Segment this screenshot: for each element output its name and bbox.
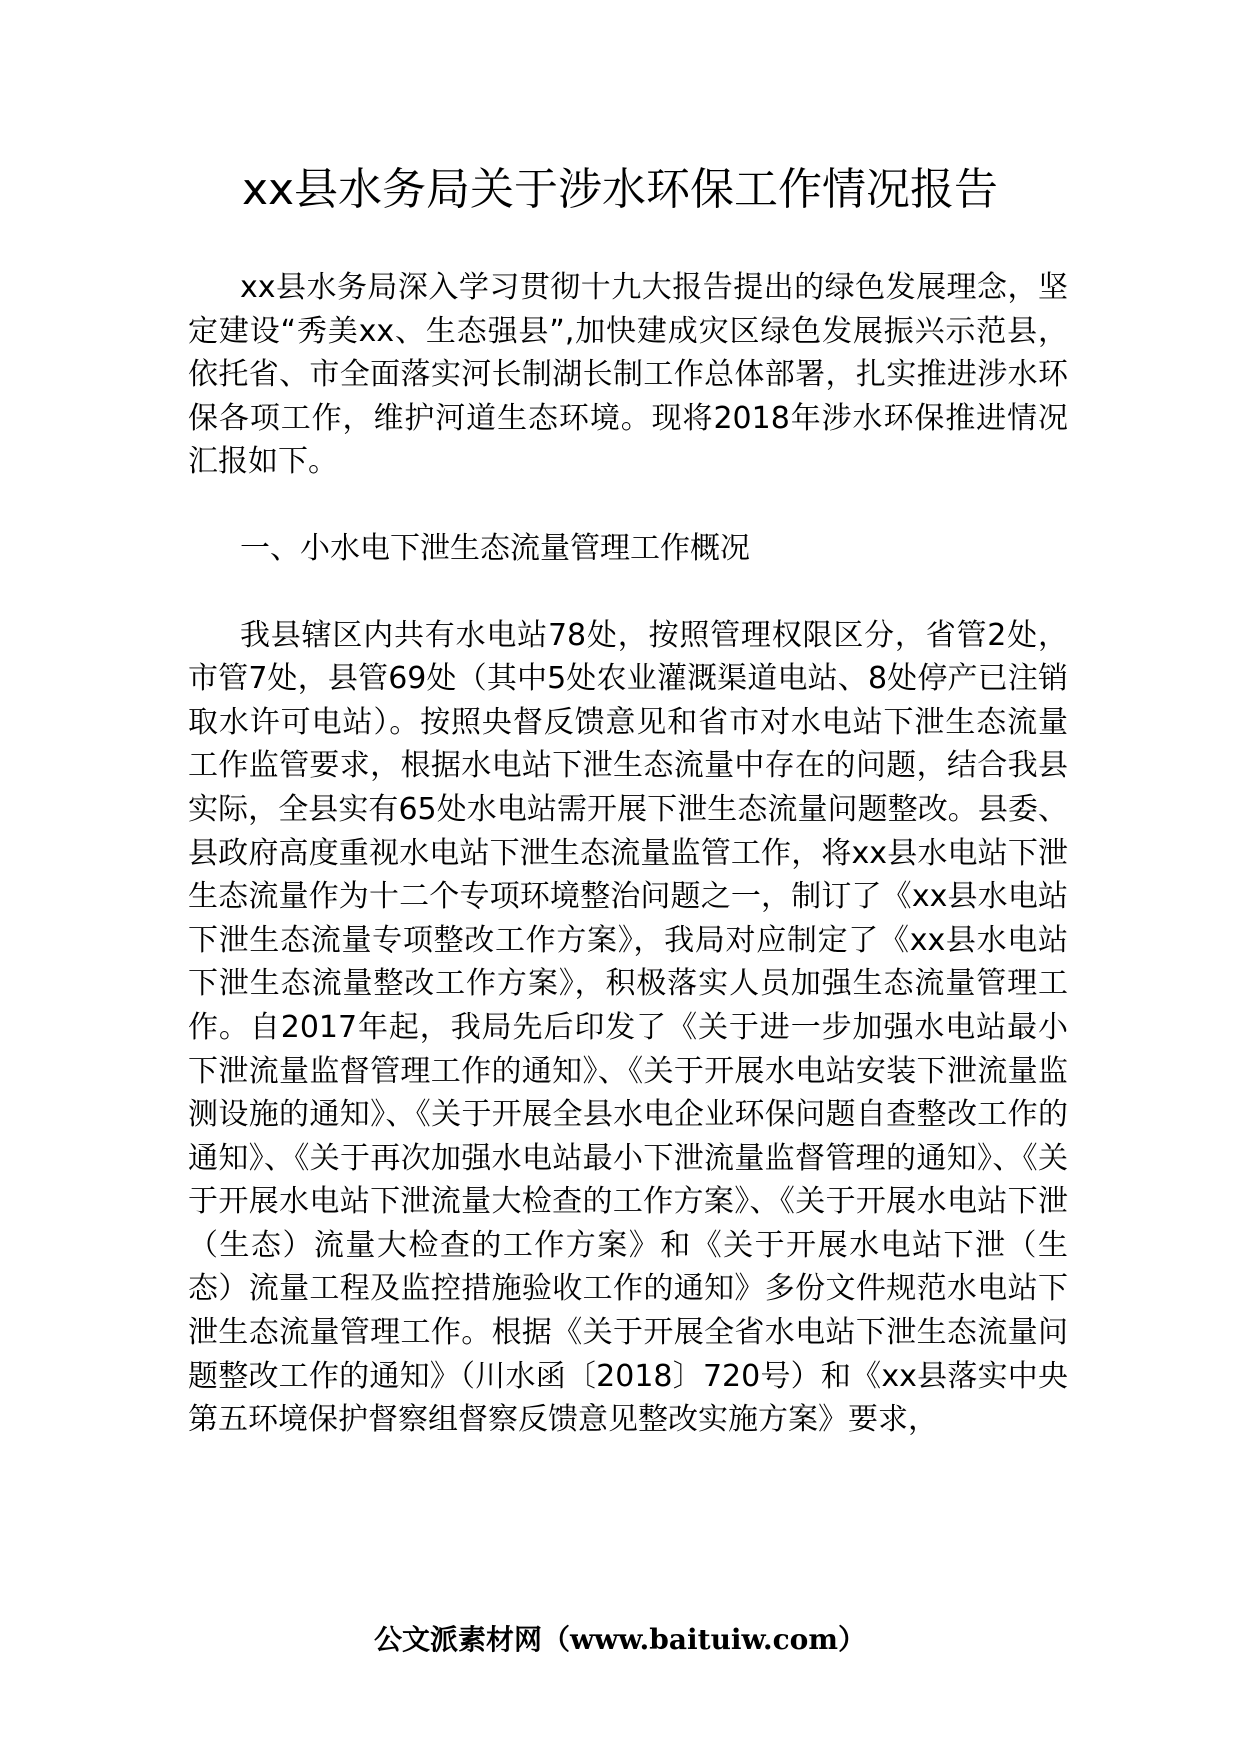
document-body: [188, 266, 1068, 1442]
section-heading: 一、小水电下泄生态流量管理工作概况: [240, 530, 750, 566]
document-title: xx县水务局关于涉水环保工作情况报告: [241, 164, 999, 215]
body-paragraph: 我县辖区内共有水电站78处，按照管理权限区分，省管2处，市管7处，县管69处（其中5处农业灌溉渠道电站、8处停产已注销取水许可电站）。按照央督反馈意见和省市对水电站下泄生态流量工作监管要求，根据水电站下泄生态流量中存在的问题，结合我县实际，全县实有65处水电站需开展下泄生态流量问题整改。县委、县政府高度重视水电站下泄生态流量监管工作，将xx县水电站下泄生态流量作为十二个专项环境整治问题之一，制订了《xx县水电站下泄生态流量专项整改工作方案》，我局对应制定了《xx县水电站下泄生态流量整改工作方案》，积极落实人员加强生态流量管理工作。自2017年起，我局先后印发了《关于进一步加强水电站最小下泄流量监督管理工作的通知》、《关于开展水电站安装下泄流量监测设施的通知》、《关于开展全县水电企业环保问题自查整改工作的通知》、《关于再次加强水电站最小下泄流量监督管理的通知》、《关于开展水电站下泄流量大检查的工作方案》、《关于开展水电站下泄（生态）流量大检查的工作方案》和《关于开展水电站下泄（生态）流量工程及监控措施验收工作的通知》多份文件规范水电站下泄生态流量管理工作。根据《关于开展全省水电站下泄生态流量问题整改工作的通知》（川水函〔2018〕720号）和《xx县落实中央第五环境保护督察组督察反馈意见整改实施方案》要求，: [188, 617, 1068, 1438]
intro-paragraph: xx县水务局深入学习贯彻十九大报告提出的绿色发展理念，坚定建设“秀美xx、生态强县”,加快建成灾区绿色发展振兴示范县，依托省、市全面落实河长制湖长制工作总体部署，扎实推进涉水环保各项工作，维护河道生态环境。现将2018年涉水环保推进情况汇报如下。: [188, 270, 1068, 480]
footer-watermark: 公文派素材网（www.baituiw.com）: [374, 1623, 866, 1656]
